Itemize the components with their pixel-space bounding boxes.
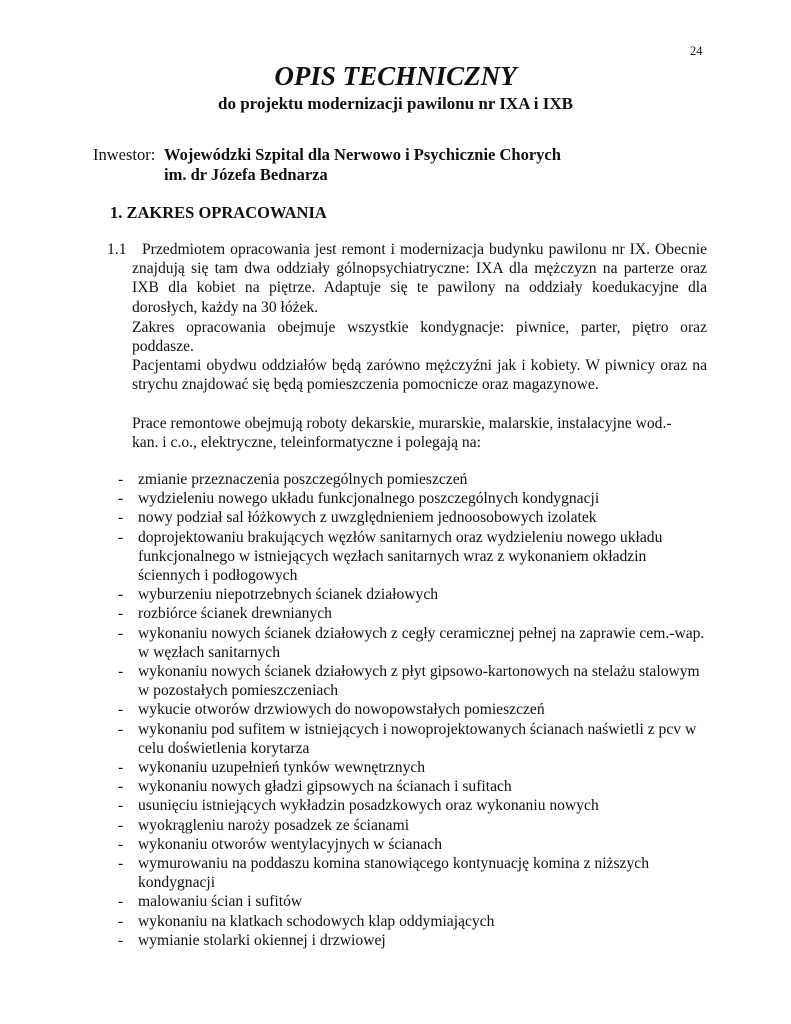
paragraph-floors: Zakres opracowania obejmuje wszystkie kondygnacje: piwnice, parter, piętro oraz poddasze.: [132, 319, 707, 356]
investor-name-line1: Wojewódzki Szpital dla Nerwowo i Psychicznie Chorych: [164, 145, 561, 164]
list-marker: -: [118, 893, 124, 911]
list-item: [110, 604, 710, 623]
list-item-text: wymianie stolarki okiennej i drzwiowej: [138, 931, 386, 949]
list-item: [110, 470, 710, 489]
list-item: [110, 528, 710, 586]
list-item: [110, 931, 710, 950]
list-item-text: wykonaniu pod sufitem w istniejących i nowoprojektowanych ścianach naświetli z pcv w celu doświetlenia korytarza: [138, 720, 697, 757]
list-item-text: wyokrągleniu naroży posadzek ze ścianami: [138, 816, 410, 834]
document-title: OPIS TECHNICZNY: [274, 61, 517, 91]
list-marker: -: [118, 720, 124, 738]
list-marker: -: [118, 835, 124, 853]
paragraph-scope: Przedmiotem opracowania jest remont i modernizacja budynku pawilonu nr IX. Obecnie znajdują się tam dwa oddziały gólnopsychiatryczne: IXA dla mężczyzn na parterze oraz IXB dla kobiet na piętrze. Adaptuje się te pawilony na oddziały koedukacyjne dla dorosłych, każdy na 30 łóżek.: [132, 241, 707, 316]
investor-label: Inwestor:: [93, 145, 156, 164]
list-item-text: rozbiórce ścianek drewnianych: [138, 605, 332, 623]
list-marker: -: [118, 663, 124, 681]
list-item: [110, 835, 710, 854]
paragraph-works-intro: Prace remontowe obejmują roboty dekarskie, murarskie, malarskie, instalacyjne wod.-kan. i c.o., elektryczne, teleinformatyczne i polegają na:: [132, 415, 672, 452]
list-item: [110, 758, 710, 777]
list-item: [110, 720, 710, 758]
list-item-text: wykonaniu nowych gładzi gipsowych na ścianach i sufitach: [138, 778, 512, 796]
list-item-text: wykonaniu na klatkach schodowych klap oddymiających: [138, 912, 495, 930]
paragraph-number: 1.1: [107, 241, 127, 258]
list-item-text: wykonaniu nowych ścianek działowych z cegły ceramicznej pełnej na zaprawie cem.-wap. w węzłach sanitarnych: [138, 624, 705, 661]
list-item-text: wyburzeniu niepotrzebnych ścianek działowych: [138, 586, 439, 604]
list-item-text: wykonaniu nowych ścianek działowych z płyt gipsowo-kartonowych na stelażu stalowym w pozostałych pomieszczeniach: [138, 663, 700, 700]
list-item-text: wymurowaniu na poddaszu komina stanowiącego kontynuację komina z niższych kondygnacji: [138, 855, 649, 892]
list-marker: -: [118, 624, 124, 642]
list-marker: -: [118, 490, 124, 508]
list-item-text: wykonaniu otworów wentylacyjnych w ścianach: [138, 835, 442, 853]
list-item: [110, 624, 710, 662]
list-item: [110, 854, 710, 892]
list-item-text: wykucie otworów drzwiowych do nowopowstałych pomieszczeń: [138, 701, 545, 719]
list-item: [110, 796, 710, 815]
list-item-text: nowy podział sal łóżkowych z uwzględnieniem jednoosobowych izolatek: [138, 509, 597, 527]
list-item: [110, 912, 710, 931]
list-item: [110, 777, 710, 796]
list-marker: -: [118, 509, 124, 527]
list-marker: -: [118, 816, 124, 834]
list-item: [110, 508, 710, 527]
list-marker: -: [118, 701, 124, 719]
list-item-text: wydzieleniu nowego układu funkcjonalnego poszczególnych kondygnacji: [138, 490, 600, 508]
list-item: [110, 662, 710, 700]
works-list: [110, 470, 710, 950]
list-marker: -: [118, 605, 124, 623]
list-item-text: doprojektowaniu brakujących węzłów sanitarnych oraz wydzieleniu nowego układu funkcjonalnego w istniejących węzłach sanitarnych wraz z wykonaniem okładzin ściennych i podłogowych: [138, 528, 663, 585]
list-marker: -: [118, 797, 124, 815]
list-marker: -: [118, 778, 124, 796]
list-marker: -: [118, 931, 124, 949]
list-marker: -: [118, 586, 124, 604]
list-item: [110, 700, 710, 719]
list-marker: -: [118, 528, 124, 546]
list-item: [110, 585, 710, 604]
list-marker: -: [118, 759, 124, 777]
section-heading: 1. ZAKRES OPRACOWANIA: [110, 203, 327, 222]
list-marker: -: [118, 912, 124, 930]
list-item: [110, 489, 710, 508]
list-item-text: usunięciu istniejących wykładzin posadzkowych oraz wykonaniu nowych: [138, 797, 599, 815]
page-number: 24: [690, 44, 703, 58]
list-item-text: zmianie przeznaczenia poszczególnych pomieszczeń: [138, 471, 468, 488]
list-marker: -: [118, 471, 124, 488]
list-item-text: wykonaniu uzupełnień tynków wewnętrznych: [138, 759, 426, 777]
list-item: [110, 892, 710, 911]
paragraph-patients: Pacjentami obydwu oddziałów będą zarówno mężczyźni jak i kobiety. W piwnicy oraz na strychu znajdować się będą pomieszczenia pomocnicze oraz magazynowe.: [132, 357, 707, 394]
list-marker: -: [118, 855, 124, 873]
list-item: [110, 816, 710, 835]
document-subtitle: do projektu modernizacji pawilonu nr IXA i IXB: [218, 94, 573, 113]
list-item-text: malowaniu ścian i sufitów: [138, 893, 303, 911]
investor-name-line2: im. dr Józefa Bednarza: [164, 165, 328, 184]
